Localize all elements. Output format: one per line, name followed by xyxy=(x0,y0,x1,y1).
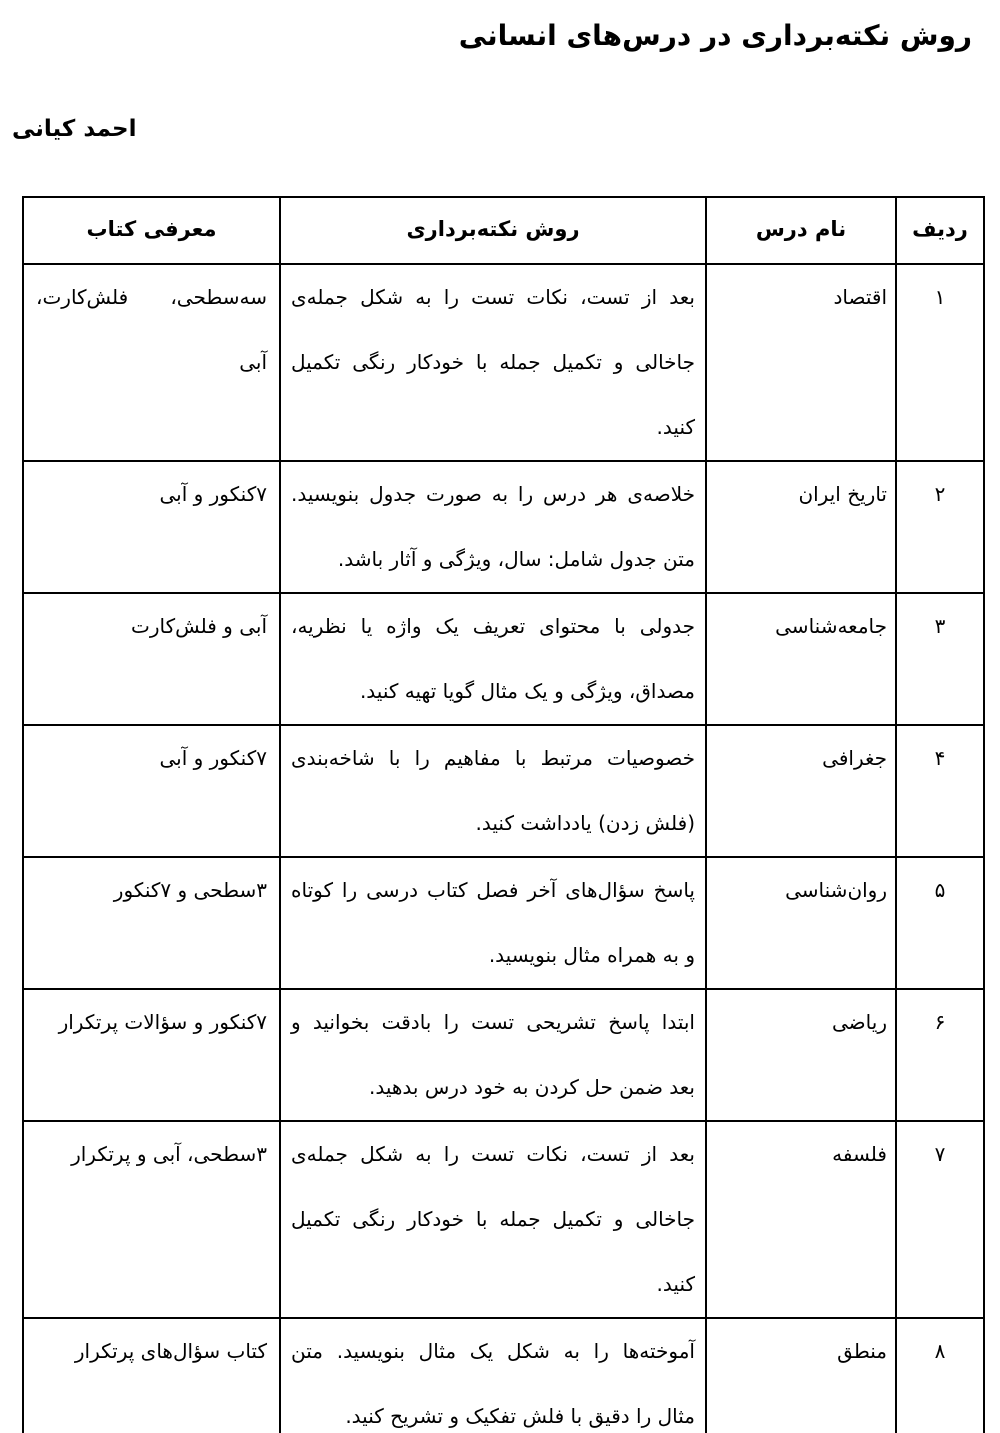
method-line: متن جدول شامل: سال، ویژگی و آثار باشد. xyxy=(337,547,695,571)
method-line: مثال را دقیق با فلش تفکیک و تشریح کنید. xyxy=(345,1404,695,1428)
lesson-name-cell: فلسفه xyxy=(706,1121,896,1318)
book-line: ۳سطحی و ۷کنکور xyxy=(113,878,267,902)
method-cell xyxy=(280,461,706,593)
method-cell xyxy=(280,593,706,725)
book-cell xyxy=(23,264,280,461)
row-number-cell: ۴ xyxy=(896,725,984,857)
lesson-name-cell: منطق xyxy=(706,1318,896,1433)
header-book-intro: معرفی کتاب xyxy=(23,197,280,264)
method-cell xyxy=(280,1121,706,1318)
method-line: بعد از تست، نکات تست را به شکل جمله‌ی xyxy=(291,1142,695,1166)
method-line: و به همراه مثال بنویسید. xyxy=(488,943,695,967)
book-line: کتاب سؤال‌های پرتکرار xyxy=(74,1339,267,1363)
table-row xyxy=(23,461,984,593)
book-cell xyxy=(23,461,280,593)
header-method: روش نکته‌برداری xyxy=(280,197,706,264)
lesson-name-cell: ریاضی xyxy=(706,989,896,1121)
book-cell xyxy=(23,593,280,725)
lesson-name-cell: جغرافی xyxy=(706,725,896,857)
lesson-name-cell: تاریخ ایران xyxy=(706,461,896,593)
document-title: روش نکته‌برداری در درس‌های انسانی xyxy=(458,19,972,52)
method-line: مصداق، ویژگی و یک مثال گویا تهیه کنید. xyxy=(359,679,695,703)
lesson-name-cell: روان‌شناسی xyxy=(706,857,896,989)
row-number-cell: ۱ xyxy=(896,264,984,461)
method-cell xyxy=(280,264,706,461)
method-cell xyxy=(280,857,706,989)
book-line: آبی xyxy=(239,350,267,374)
lesson-name-cell: جامعه‌شناسی xyxy=(706,593,896,725)
method-line: بعد ضمن حل کردن به خود درس بدهید. xyxy=(368,1075,695,1099)
method-line: ابتدا پاسخ تشریحی تست را بادقت بخوانید و xyxy=(291,1010,695,1034)
book-cell xyxy=(23,725,280,857)
method-cell xyxy=(280,989,706,1121)
book-cell xyxy=(23,1121,280,1318)
table-row xyxy=(23,1121,984,1318)
header-row-number: ردیف xyxy=(896,197,984,264)
method-line: کنید. xyxy=(656,1272,695,1296)
method-line: خلاصه‌ی هر درس را به صورت جدول بنویسید. xyxy=(291,482,695,506)
table-row xyxy=(23,725,984,857)
book-line: ۳سطحی، آبی و پرتکرار xyxy=(71,1142,267,1166)
table-row xyxy=(23,264,984,461)
header-lesson-name: نام درس xyxy=(706,197,896,264)
method-cell xyxy=(280,1318,706,1433)
book-cell xyxy=(23,989,280,1121)
method-line: (فلش زدن) یادداشت کنید. xyxy=(475,811,695,835)
row-number-cell: ۳ xyxy=(896,593,984,725)
book-line: آبی و فلش‌کارت xyxy=(131,614,267,638)
row-number-cell: ۷ xyxy=(896,1121,984,1318)
book-line: سه‌سطحی، فلش‌کارت، xyxy=(36,285,267,309)
author-name: احمد کیانی xyxy=(12,116,137,142)
lesson-name-cell: اقتصاد xyxy=(706,264,896,461)
method-line: خصوصیات مرتبط با مفاهیم را با شاخه‌بندی xyxy=(291,746,695,770)
book-line: ۷کنکور و سؤالات پرتکرار xyxy=(58,1010,267,1034)
row-number-cell: ۸ xyxy=(896,1318,984,1433)
book-line: ۷کنکور و آبی xyxy=(159,482,267,506)
book-cell xyxy=(23,1318,280,1433)
book-line: ۷کنکور و آبی xyxy=(159,746,267,770)
table-row xyxy=(23,593,984,725)
table-row xyxy=(23,857,984,989)
method-line: پاسخ سؤال‌های آخر فصل کتاب درسی را کوتاه xyxy=(291,878,695,902)
method-line: بعد از تست، نکات تست را به شکل جمله‌ی xyxy=(291,285,695,309)
book-cell xyxy=(23,857,280,989)
method-line: آموخته‌ها را به شکل یک مثال بنویسید. متن xyxy=(291,1339,695,1363)
table-row xyxy=(23,989,984,1121)
header-row xyxy=(23,197,984,264)
method-cell xyxy=(280,725,706,857)
table-row xyxy=(23,1318,984,1433)
row-number-cell: ۵ xyxy=(896,857,984,989)
method-line: کنید. xyxy=(656,415,695,439)
method-line: جاخالی و تکمیل جمله با خودکار رنگی تکمیل xyxy=(291,350,695,374)
row-number-cell: ۶ xyxy=(896,989,984,1121)
method-line: جدولی با محتوای تعریف یک واژه یا نظریه، xyxy=(291,614,695,638)
row-number-cell: ۲ xyxy=(896,461,984,593)
method-line: جاخالی و تکمیل جمله با خودکار رنگی تکمیل xyxy=(291,1207,695,1231)
notes-table xyxy=(22,196,985,1433)
